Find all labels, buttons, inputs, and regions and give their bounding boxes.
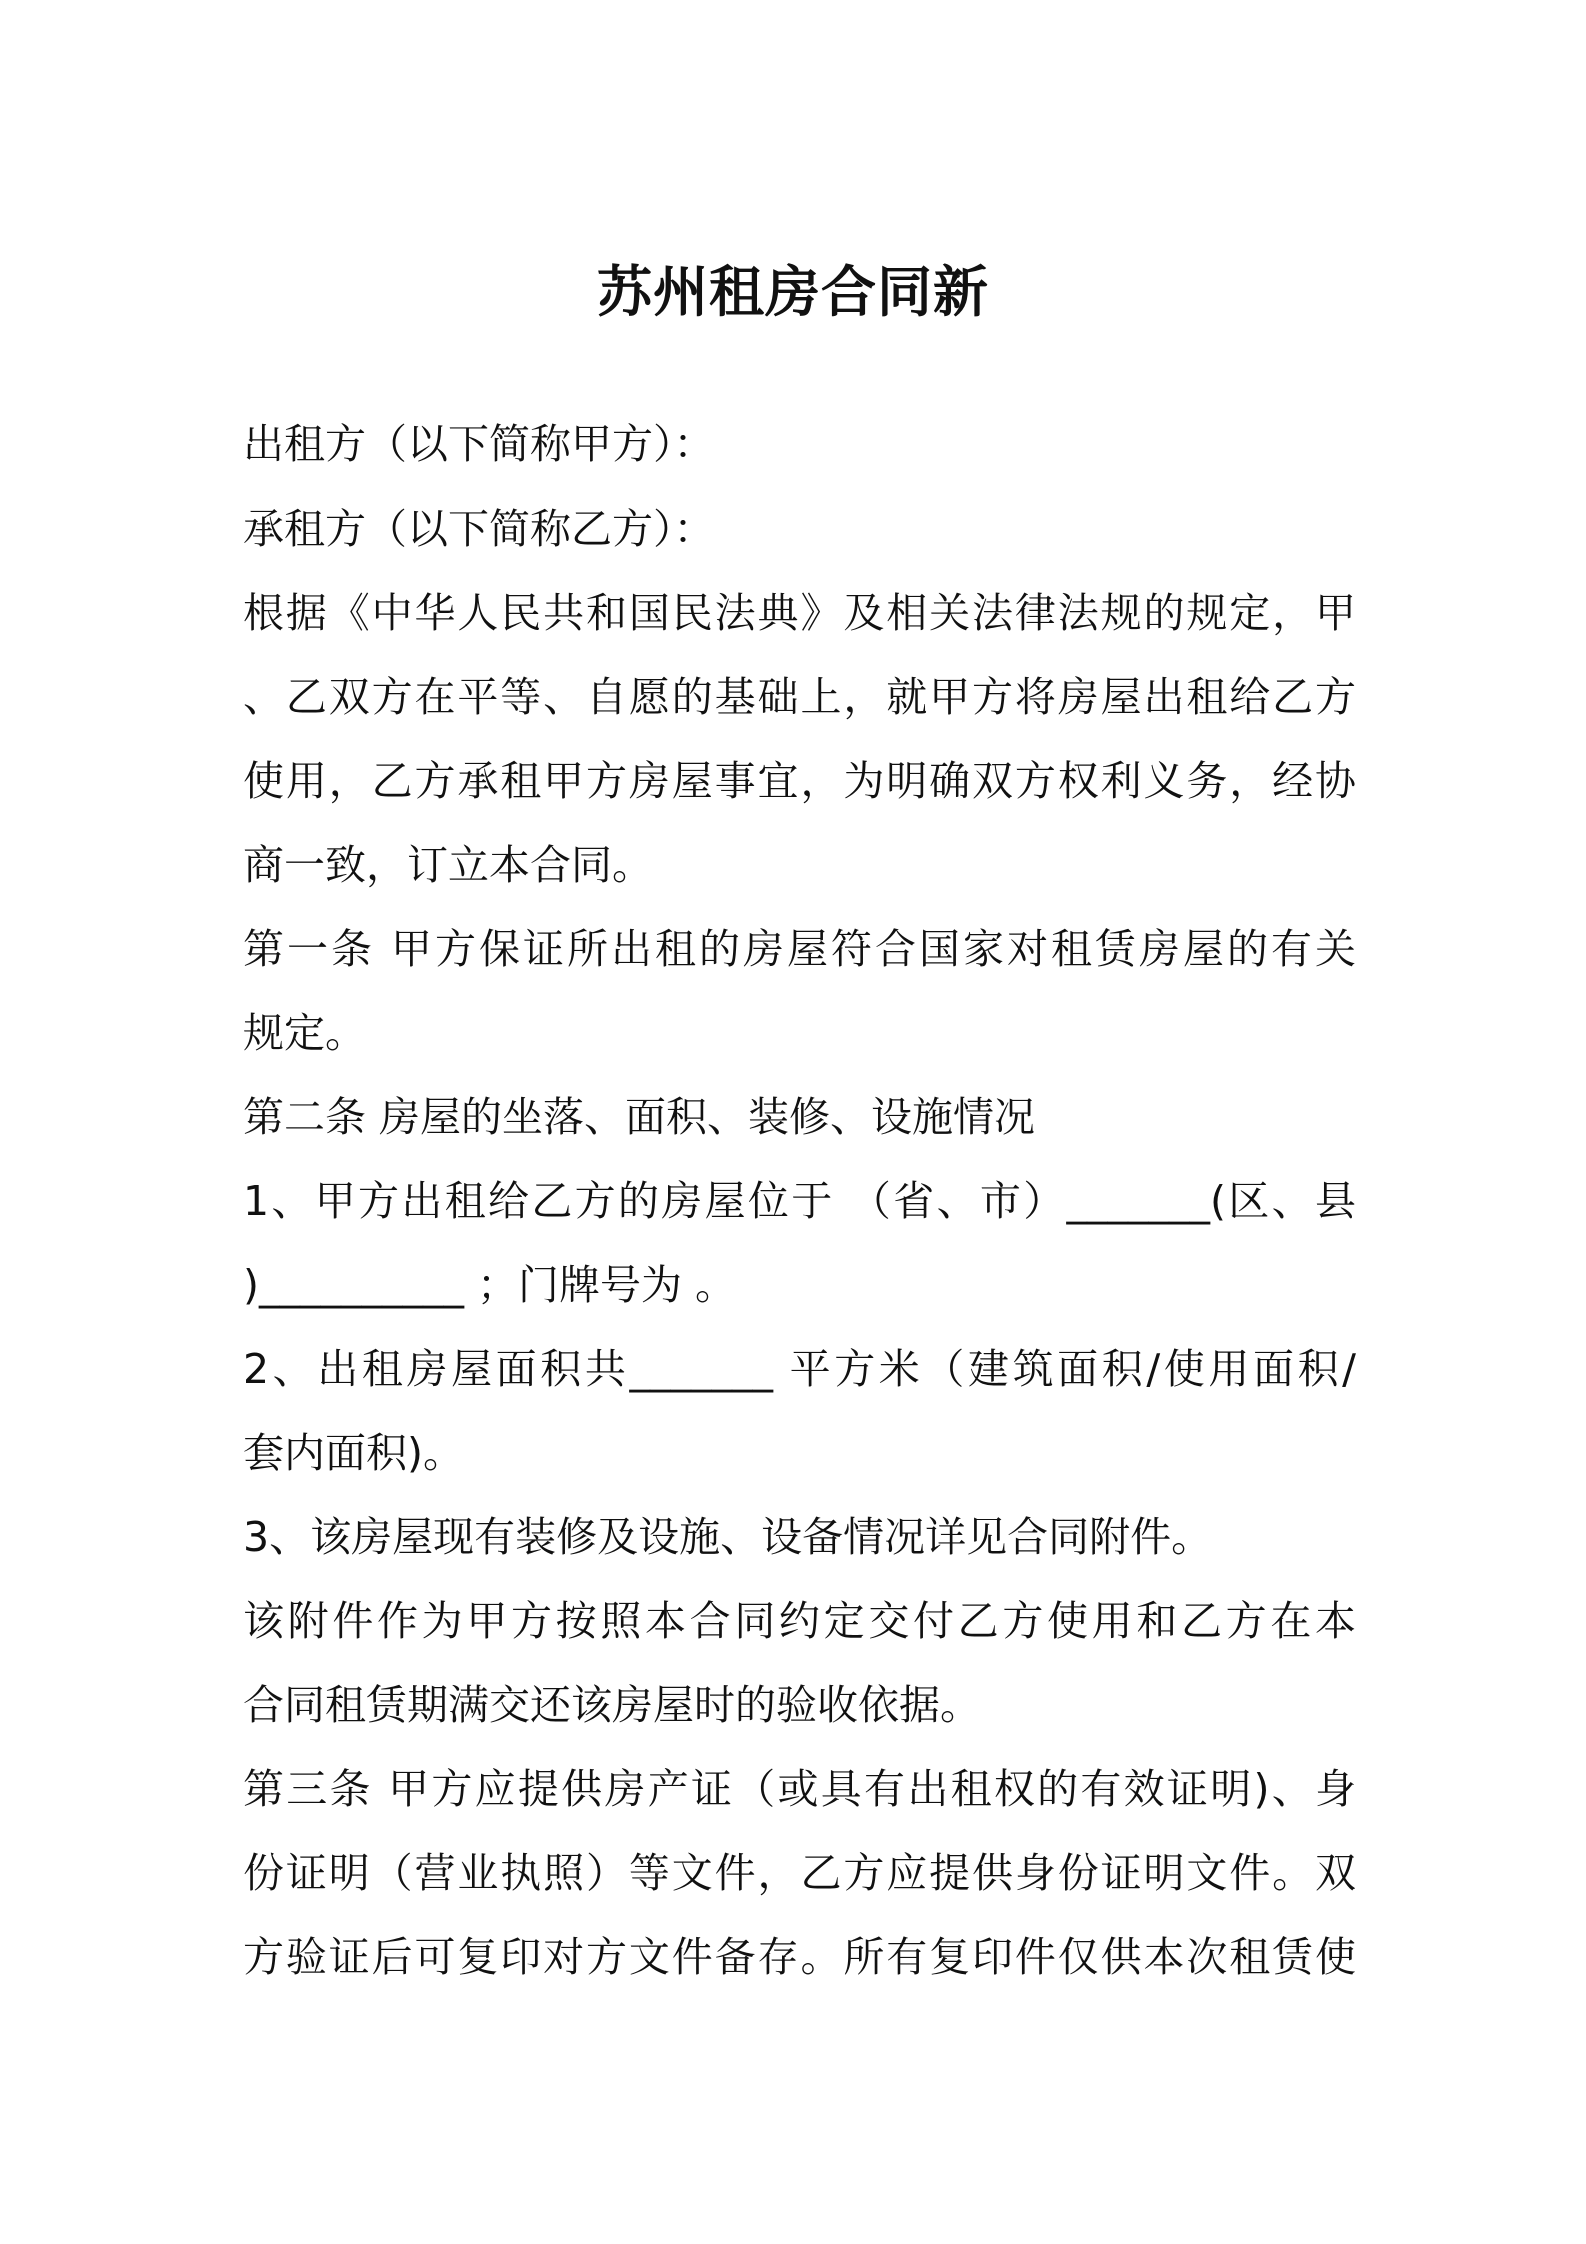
annex-line-2: 合同租赁期满交还该房屋时的验收依据。 [243,1681,981,1729]
preamble-line-3: 使用，乙方承租甲方房屋事宜，为明确双方权利义务，经协 [243,757,1356,805]
article-3-line-3: 方验证后可复印对方文件备存。所有复印件仅供本次租赁使 [243,1933,1356,1981]
article-2-item-1-line-1: 1、甲方出租给乙方的房屋位于 （省、市）_______(区、县 [243,1177,1356,1225]
lessee-line: 承租方（以下简称乙方）： [243,505,715,553]
annex-line-1: 该附件作为甲方按照本合同约定交付乙方使用和乙方在本 [243,1597,1356,1645]
preamble-line-1: 根据《中华人民共和国民法典》及相关法律法规的规定，甲 [243,589,1356,637]
article-2-item-1-line-2: )__________ ；门牌号为 。 [243,1261,737,1309]
lessor-line: 出租方（以下简称甲方）： [243,420,715,468]
article-3-line-1: 第三条 甲方应提供房产证（或具有出租权的有效证明)、身 [243,1765,1356,1813]
article-2-item-3: 3、该房屋现有装修及设施、设备情况详见合同附件。 [243,1513,1213,1561]
preamble-line-4: 商一致，订立本合同。 [243,841,653,889]
article-2-heading: 第二条 房屋的坐落、面积、装修、设施情况 [243,1093,1036,1141]
article-3-line-2: 份证明（营业执照）等文件，乙方应提供身份证明文件。双 [243,1849,1356,1897]
article-2-item-2-line-2: 套内面积)。 [243,1429,464,1477]
article-1-line-1: 第一条 甲方保证所出租的房屋符合国家对租赁房屋的有关 [243,925,1356,973]
article-1-line-2: 规定。 [243,1009,366,1057]
preamble-line-2: 、乙双方在平等、自愿的基础上，就甲方将房屋出租给乙方 [243,673,1356,721]
document-title: 苏州租房合同新 [596,260,989,324]
article-2-item-2-line-1: 2、出租房屋面积共_______ 平方米（建筑面积/使用面积/ [243,1345,1356,1393]
